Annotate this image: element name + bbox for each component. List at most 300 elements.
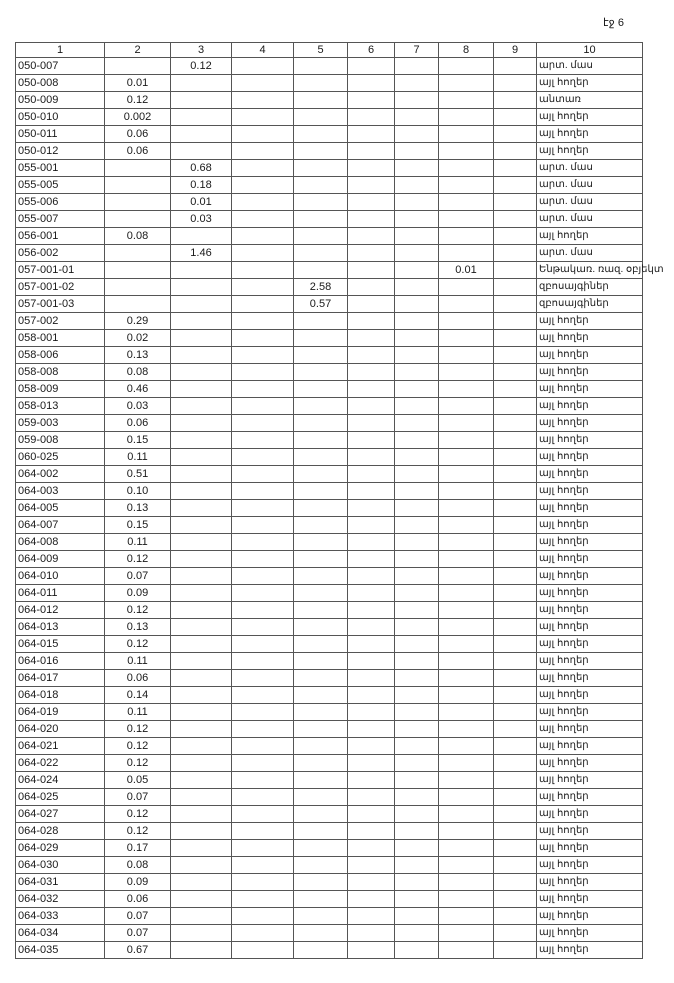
table-row xyxy=(16,449,643,466)
area-cell xyxy=(395,840,439,857)
area-cell xyxy=(395,857,439,874)
area-cell xyxy=(294,602,348,619)
area-cell xyxy=(494,687,537,704)
area-cell: 0.11 xyxy=(105,704,171,721)
land-type-cell: այլ հողեր xyxy=(537,840,643,857)
area-cell xyxy=(171,789,232,806)
column-header: 4 xyxy=(232,43,294,58)
area-cell xyxy=(232,245,294,262)
area-cell xyxy=(439,568,494,585)
area-cell xyxy=(232,840,294,857)
area-cell xyxy=(232,160,294,177)
table-row xyxy=(16,500,643,517)
land-type-cell: զբոսայգիներ xyxy=(537,296,643,313)
table-row xyxy=(16,755,643,772)
area-cell xyxy=(439,653,494,670)
area-cell: 0.29 xyxy=(105,313,171,330)
table-row xyxy=(16,432,643,449)
area-cell xyxy=(348,449,395,466)
area-cell xyxy=(494,551,537,568)
area-cell xyxy=(232,466,294,483)
area-cell xyxy=(171,823,232,840)
area-cell xyxy=(348,194,395,211)
area-cell: 0.10 xyxy=(105,483,171,500)
area-cell xyxy=(395,75,439,92)
table-row xyxy=(16,398,643,415)
area-cell xyxy=(439,840,494,857)
area-cell xyxy=(494,500,537,517)
area-cell xyxy=(348,500,395,517)
table-row xyxy=(16,942,643,959)
area-cell xyxy=(439,432,494,449)
area-cell xyxy=(439,704,494,721)
area-cell xyxy=(105,245,171,262)
parcel-code-cell: 064-017 xyxy=(16,670,105,687)
land-type-cell: այլ հողեր xyxy=(537,687,643,704)
land-type-cell: այլ հողեր xyxy=(537,381,643,398)
area-cell: 0.01 xyxy=(439,262,494,279)
table-row xyxy=(16,160,643,177)
parcel-code-cell: 064-021 xyxy=(16,738,105,755)
area-cell xyxy=(348,602,395,619)
area-cell xyxy=(439,92,494,109)
parcel-code-cell: 064-002 xyxy=(16,466,105,483)
area-cell xyxy=(395,228,439,245)
land-type-cell: այլ հողեր xyxy=(537,585,643,602)
area-cell xyxy=(439,534,494,551)
area-cell: 0.15 xyxy=(105,432,171,449)
table-row xyxy=(16,653,643,670)
area-cell xyxy=(494,381,537,398)
land-type-cell: այլ հողեր xyxy=(537,517,643,534)
area-cell xyxy=(232,432,294,449)
area-cell xyxy=(395,432,439,449)
area-cell xyxy=(494,58,537,75)
area-cell xyxy=(348,772,395,789)
parcel-code-cell: 064-005 xyxy=(16,500,105,517)
area-cell xyxy=(348,738,395,755)
land-type-cell: այլ հողեր xyxy=(537,500,643,517)
land-type-cell: անտառ xyxy=(537,92,643,109)
area-cell xyxy=(439,670,494,687)
area-cell xyxy=(171,772,232,789)
land-type-cell: այլ հողեր xyxy=(537,942,643,959)
area-cell xyxy=(294,653,348,670)
parcel-code-cell: 059-008 xyxy=(16,432,105,449)
area-cell xyxy=(232,806,294,823)
parcel-code-cell: 050-012 xyxy=(16,143,105,160)
column-header: 7 xyxy=(395,43,439,58)
table-row xyxy=(16,211,643,228)
area-cell xyxy=(232,568,294,585)
area-cell xyxy=(171,687,232,704)
land-type-cell: այլ հողեր xyxy=(537,398,643,415)
area-cell xyxy=(232,636,294,653)
area-cell xyxy=(105,211,171,228)
area-cell xyxy=(105,160,171,177)
area-cell xyxy=(439,143,494,160)
land-type-cell: այլ հողեր xyxy=(537,619,643,636)
area-cell xyxy=(171,262,232,279)
area-cell xyxy=(439,466,494,483)
area-cell xyxy=(494,806,537,823)
area-cell xyxy=(294,330,348,347)
parcel-code-cell: 058-008 xyxy=(16,364,105,381)
area-cell xyxy=(232,823,294,840)
area-cell xyxy=(439,415,494,432)
area-cell xyxy=(494,653,537,670)
area-cell xyxy=(171,534,232,551)
area-cell: 0.01 xyxy=(171,194,232,211)
area-cell xyxy=(494,75,537,92)
area-cell xyxy=(439,857,494,874)
parcel-code-cell: 064-027 xyxy=(16,806,105,823)
land-type-cell: այլ հողեր xyxy=(537,925,643,942)
parcel-code-cell: 057-001-03 xyxy=(16,296,105,313)
area-cell xyxy=(395,58,439,75)
area-cell xyxy=(171,466,232,483)
table-row xyxy=(16,466,643,483)
area-cell xyxy=(232,891,294,908)
area-cell xyxy=(232,143,294,160)
area-cell xyxy=(294,806,348,823)
area-cell xyxy=(294,313,348,330)
area-cell xyxy=(348,857,395,874)
area-cell: 0.11 xyxy=(105,534,171,551)
table-row xyxy=(16,228,643,245)
area-cell xyxy=(348,653,395,670)
table-row xyxy=(16,109,643,126)
land-type-cell: արտ. մաս xyxy=(537,58,643,75)
area-cell xyxy=(232,857,294,874)
area-cell xyxy=(105,177,171,194)
table-row xyxy=(16,262,643,279)
area-cell xyxy=(494,874,537,891)
area-cell xyxy=(395,738,439,755)
area-cell xyxy=(294,483,348,500)
parcel-code-cell: 050-008 xyxy=(16,75,105,92)
area-cell xyxy=(232,313,294,330)
table-row xyxy=(16,585,643,602)
parcel-code-cell: 050-011 xyxy=(16,126,105,143)
area-cell xyxy=(439,296,494,313)
area-cell xyxy=(171,126,232,143)
area-cell xyxy=(171,602,232,619)
parcel-code-cell: 064-015 xyxy=(16,636,105,653)
area-cell xyxy=(348,109,395,126)
area-cell xyxy=(294,517,348,534)
land-type-cell: այլ հողեր xyxy=(537,364,643,381)
area-cell xyxy=(348,840,395,857)
land-type-cell: այլ հողեր xyxy=(537,653,643,670)
parcel-code-cell: 064-012 xyxy=(16,602,105,619)
area-cell xyxy=(171,398,232,415)
area-cell xyxy=(171,585,232,602)
area-cell xyxy=(294,687,348,704)
area-cell xyxy=(494,755,537,772)
land-type-cell: այլ հողեր xyxy=(537,313,643,330)
table-row xyxy=(16,891,643,908)
parcel-code-cell: 057-001-02 xyxy=(16,279,105,296)
area-cell xyxy=(171,381,232,398)
land-type-cell: այլ հողեր xyxy=(537,330,643,347)
area-cell xyxy=(294,75,348,92)
land-type-cell: այլ հողեր xyxy=(537,738,643,755)
area-cell xyxy=(294,874,348,891)
table-row xyxy=(16,568,643,585)
area-cell xyxy=(494,789,537,806)
area-cell xyxy=(395,704,439,721)
table-row xyxy=(16,772,643,789)
area-cell xyxy=(232,92,294,109)
area-cell xyxy=(294,925,348,942)
area-cell xyxy=(232,908,294,925)
area-cell xyxy=(439,483,494,500)
area-cell xyxy=(439,585,494,602)
area-cell xyxy=(439,228,494,245)
area-cell xyxy=(294,58,348,75)
table-row xyxy=(16,721,643,738)
area-cell xyxy=(395,823,439,840)
table-row xyxy=(16,738,643,755)
area-cell: 0.09 xyxy=(105,585,171,602)
area-cell xyxy=(494,177,537,194)
area-cell: 0.15 xyxy=(105,517,171,534)
area-cell xyxy=(294,245,348,262)
parcel-code-cell: 057-002 xyxy=(16,313,105,330)
area-cell xyxy=(439,823,494,840)
area-cell xyxy=(171,670,232,687)
area-cell xyxy=(232,738,294,755)
parcel-code-cell: 050-010 xyxy=(16,109,105,126)
area-cell xyxy=(439,364,494,381)
area-cell xyxy=(294,228,348,245)
area-cell xyxy=(439,330,494,347)
area-cell xyxy=(294,908,348,925)
area-cell xyxy=(232,398,294,415)
table-row xyxy=(16,925,643,942)
area-cell xyxy=(232,75,294,92)
area-cell xyxy=(439,874,494,891)
area-cell: 0.12 xyxy=(105,823,171,840)
area-cell xyxy=(494,398,537,415)
land-type-cell: այլ հողեր xyxy=(537,534,643,551)
area-cell xyxy=(294,177,348,194)
area-cell xyxy=(348,942,395,959)
land-type-cell: այլ հողեր xyxy=(537,75,643,92)
area-cell xyxy=(439,347,494,364)
area-cell xyxy=(395,466,439,483)
area-cell: 0.06 xyxy=(105,670,171,687)
land-type-cell: արտ. մաս xyxy=(537,160,643,177)
area-cell xyxy=(348,823,395,840)
parcel-code-cell: 064-016 xyxy=(16,653,105,670)
area-cell xyxy=(348,330,395,347)
area-cell xyxy=(294,262,348,279)
area-cell xyxy=(348,568,395,585)
area-cell xyxy=(494,415,537,432)
parcel-code-cell: 064-007 xyxy=(16,517,105,534)
area-cell xyxy=(494,126,537,143)
table-row xyxy=(16,483,643,500)
area-cell xyxy=(171,704,232,721)
area-cell xyxy=(232,262,294,279)
area-cell xyxy=(171,857,232,874)
land-type-cell: այլ հողեր xyxy=(537,449,643,466)
area-cell: 0.06 xyxy=(105,415,171,432)
area-cell xyxy=(395,364,439,381)
area-cell xyxy=(395,262,439,279)
area-cell xyxy=(232,755,294,772)
area-cell xyxy=(494,296,537,313)
land-type-cell: այլ հողեր xyxy=(537,143,643,160)
table-row xyxy=(16,670,643,687)
area-cell: 0.46 xyxy=(105,381,171,398)
area-cell xyxy=(348,687,395,704)
parcel-code-cell: 064-022 xyxy=(16,755,105,772)
area-cell xyxy=(439,126,494,143)
area-cell xyxy=(171,92,232,109)
area-cell xyxy=(294,415,348,432)
area-cell xyxy=(171,347,232,364)
table-row xyxy=(16,126,643,143)
area-cell xyxy=(494,568,537,585)
area-cell: 0.07 xyxy=(105,925,171,942)
area-cell xyxy=(395,942,439,959)
area-cell xyxy=(439,755,494,772)
area-cell xyxy=(105,296,171,313)
area-cell xyxy=(232,279,294,296)
area-cell xyxy=(171,109,232,126)
page-number: էջ 6 xyxy=(603,17,624,29)
area-cell xyxy=(171,228,232,245)
land-type-cell: այլ հողեր xyxy=(537,636,643,653)
area-cell xyxy=(232,194,294,211)
area-cell xyxy=(294,942,348,959)
table-row xyxy=(16,381,643,398)
table-row xyxy=(16,364,643,381)
area-cell xyxy=(171,500,232,517)
area-cell xyxy=(294,432,348,449)
area-cell xyxy=(232,653,294,670)
parcel-code-cell: 064-011 xyxy=(16,585,105,602)
area-cell xyxy=(294,738,348,755)
area-cell: 0.12 xyxy=(105,636,171,653)
area-cell xyxy=(105,194,171,211)
area-cell xyxy=(171,738,232,755)
area-cell xyxy=(494,619,537,636)
area-cell xyxy=(348,466,395,483)
area-cell xyxy=(232,58,294,75)
area-cell xyxy=(348,211,395,228)
area-cell xyxy=(439,517,494,534)
area-cell xyxy=(395,636,439,653)
area-cell xyxy=(348,160,395,177)
table-row xyxy=(16,908,643,925)
area-cell xyxy=(294,466,348,483)
area-cell: 0.002 xyxy=(105,109,171,126)
area-cell xyxy=(494,313,537,330)
area-cell xyxy=(294,92,348,109)
area-cell xyxy=(439,721,494,738)
area-cell xyxy=(348,415,395,432)
area-cell xyxy=(395,806,439,823)
land-type-cell: զբոսայգիներ xyxy=(537,279,643,296)
land-type-cell: արտ. մաս xyxy=(537,177,643,194)
area-cell xyxy=(439,619,494,636)
area-cell xyxy=(171,296,232,313)
table-row xyxy=(16,245,643,262)
area-cell xyxy=(294,211,348,228)
area-cell xyxy=(171,874,232,891)
area-cell xyxy=(439,160,494,177)
area-cell xyxy=(494,364,537,381)
area-cell: 0.14 xyxy=(105,687,171,704)
area-cell xyxy=(395,92,439,109)
parcel-code-cell: 064-003 xyxy=(16,483,105,500)
area-cell xyxy=(395,551,439,568)
parcel-code-cell: 056-002 xyxy=(16,245,105,262)
area-cell xyxy=(494,602,537,619)
area-cell xyxy=(439,908,494,925)
area-cell xyxy=(171,279,232,296)
area-cell: 0.12 xyxy=(105,721,171,738)
area-cell xyxy=(395,772,439,789)
area-cell xyxy=(232,942,294,959)
area-cell xyxy=(395,568,439,585)
parcel-code-cell: 064-009 xyxy=(16,551,105,568)
area-cell: 0.51 xyxy=(105,466,171,483)
table-row xyxy=(16,619,643,636)
column-header: 10 xyxy=(537,43,643,58)
area-cell: 0.13 xyxy=(105,500,171,517)
area-cell xyxy=(171,330,232,347)
table-row xyxy=(16,636,643,653)
area-cell xyxy=(494,840,537,857)
area-cell xyxy=(294,194,348,211)
area-cell xyxy=(494,92,537,109)
area-cell xyxy=(494,636,537,653)
area-cell xyxy=(494,228,537,245)
area-cell xyxy=(294,636,348,653)
column-header: 1 xyxy=(16,43,105,58)
area-cell xyxy=(294,619,348,636)
area-cell xyxy=(294,823,348,840)
area-cell xyxy=(294,398,348,415)
area-cell xyxy=(494,143,537,160)
area-cell xyxy=(171,449,232,466)
area-cell xyxy=(294,891,348,908)
area-cell xyxy=(171,364,232,381)
area-cell xyxy=(395,245,439,262)
area-cell xyxy=(348,347,395,364)
land-type-cell: այլ հողեր xyxy=(537,602,643,619)
table-row xyxy=(16,58,643,75)
area-cell: 0.02 xyxy=(105,330,171,347)
area-cell xyxy=(232,364,294,381)
area-cell xyxy=(494,262,537,279)
area-cell xyxy=(439,75,494,92)
table-row xyxy=(16,874,643,891)
area-cell xyxy=(232,517,294,534)
parcel-code-cell: 058-009 xyxy=(16,381,105,398)
area-cell xyxy=(232,347,294,364)
land-type-cell: արտ. մաս xyxy=(537,194,643,211)
area-cell xyxy=(294,755,348,772)
area-cell xyxy=(395,908,439,925)
area-cell xyxy=(348,75,395,92)
area-cell xyxy=(395,517,439,534)
